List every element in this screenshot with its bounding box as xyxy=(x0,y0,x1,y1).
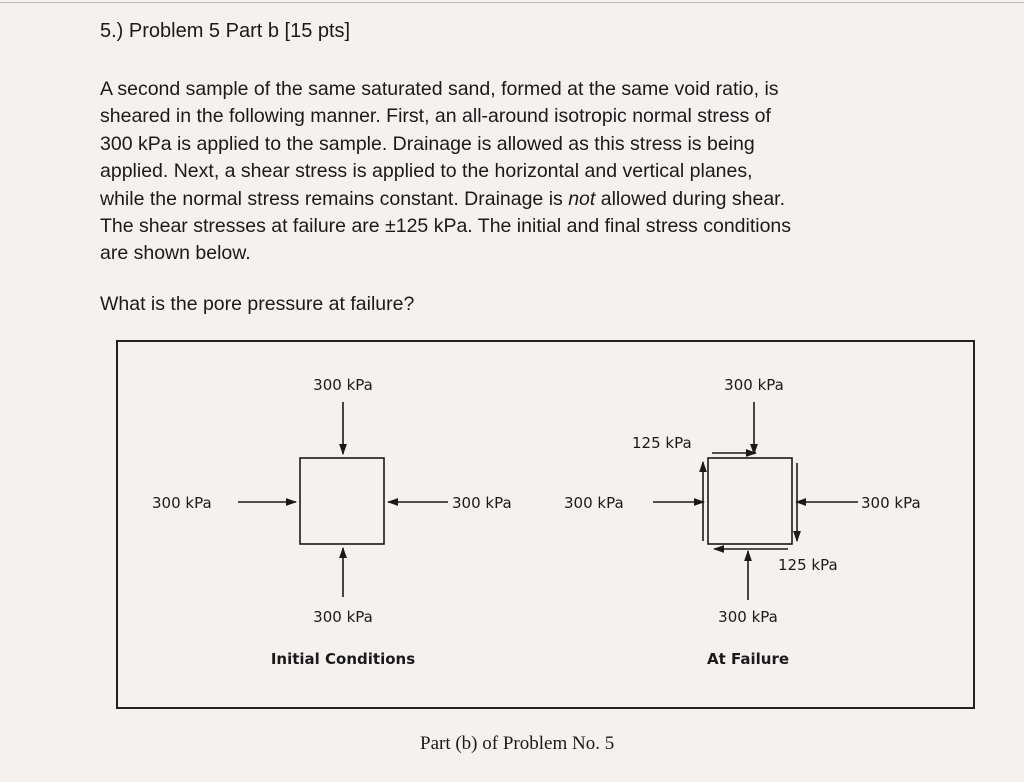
failure-shear-bottom-label: 125 kPa xyxy=(778,556,838,574)
failure-element-square xyxy=(708,458,792,544)
initial-caption: Initial Conditions xyxy=(270,650,416,668)
top-rule xyxy=(0,2,1024,3)
failure-top-label: 300 kPa xyxy=(724,376,784,394)
failure-caption: At Failure xyxy=(706,650,790,668)
initial-right-label: 300 kPa xyxy=(452,494,512,512)
problem-heading: 5.) Problem 5 Part b [15 pts] xyxy=(100,20,351,42)
initial-element-square xyxy=(300,458,384,544)
statement-line: applied. Next, a shear stress is applied to the horizontal and vertical planes, xyxy=(100,160,753,183)
stress-diagram xyxy=(118,342,973,707)
figure-caption: Part (b) of Problem No. 5 xyxy=(420,733,615,754)
statement-line: sheared in the following manner. First, an all-around isotropic normal stress of xyxy=(100,105,771,128)
initial-left-label: 300 kPa xyxy=(152,494,212,512)
problem-statement xyxy=(100,76,791,268)
stress-figure xyxy=(116,340,975,709)
question: What is the pore pressure at failure? xyxy=(100,293,415,315)
failure-left-label: 300 kPa xyxy=(564,494,624,512)
statement-line: A second sample of the same saturated sand, formed at the same void ratio, is xyxy=(100,78,779,100)
statement-line: 300 kPa is applied to the sample. Drainage is allowed as this stress is being xyxy=(100,132,755,155)
initial-top-label: 300 kPa xyxy=(313,376,373,394)
failure-bottom-label: 300 kPa xyxy=(718,608,778,626)
failure-shear-top-label: 125 kPa xyxy=(632,434,692,452)
initial-bottom-label: 300 kPa xyxy=(313,608,373,626)
statement-line: are shown below. xyxy=(100,242,251,265)
failure-right-label: 300 kPa xyxy=(861,494,921,512)
statement-line-head: while the normal stress remains constant. Drainage is xyxy=(100,187,569,210)
statement-line xyxy=(100,186,791,213)
emphasis-not: not xyxy=(568,187,596,210)
statement-line: The shear stresses at failure are ±125 kPa. The initial and final stress conditions xyxy=(100,215,792,238)
statement-line-tail: allowed during shear. xyxy=(595,187,786,210)
